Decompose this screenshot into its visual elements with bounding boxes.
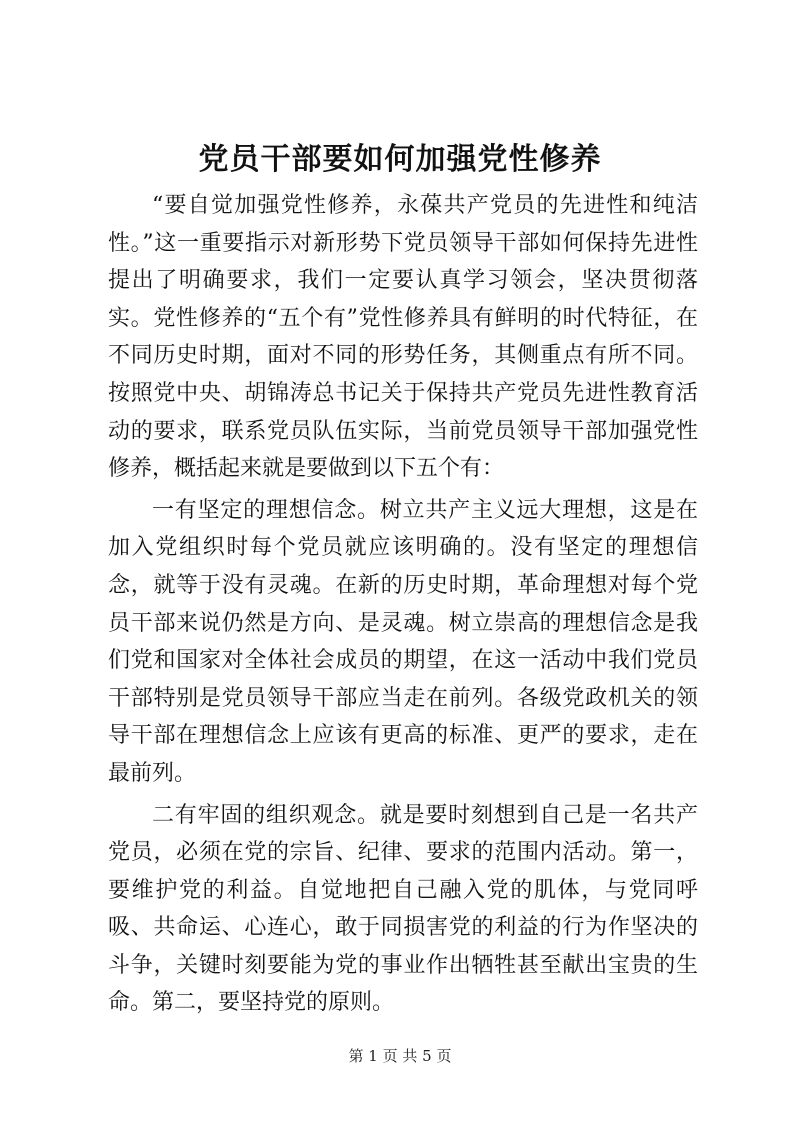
document-title: 党员干部要如何加强党性修养 — [198, 142, 602, 177]
paragraph-organization: 二有牢固的组织观念。就是要时刻想到自己是一名共产党员，必须在党的宗旨、纪律、要求的范围内活动。第一，要维护党的利益。自觉地把自己融入党的肌体，与党同呼吸、共命运、心连心，敢于同损害党的利益的行为作坚决的斗争，关键时刻要能为党的事业作出牺牲甚至献出宝贵的生命。第二，要坚持党的原则。 — [108, 802, 698, 1016]
paragraph-intro: “要自觉加强党性修养，永葆共产党员的先进性和纯洁性。”这一重要指示对新形势下党员领导干部如何保持先进性提出了明确要求，我们一定要认真学习领会，坚决贯彻落实。党性修养的“五个有”党性修养具有鲜明的时代特征，在不同历史时期，面对不同的形势任务，其侧重点有所不同。按照党中央、胡锦涛总书记关于保持共产党员先进性教育活动的要求，联系党员队伍实际，当前党员领导干部加强党性修养，概括起来就是要做到以下五个有： — [108, 193, 698, 482]
page-number-footer: 第 1 页 共 5 页 — [348, 1047, 452, 1065]
document-body — [108, 187, 698, 1026]
paragraph-ideals: 一有坚定的理想信念。树立共产主义远大理想，这是在加入党组织时每个党员就应该明确的。没有坚定的理想信念，就等于没有灵魂。在新的历史时期，革命理想对每个党员干部来说仍然是方向、是灵魂。树立崇高的理想信念是我们党和国家对全体社会成员的期望，在这一活动中我们党员干部特别是党员领导干部应当走在前列。各级党政机关的领导干部在理想信念上应该有更高的标准、更严的要求，走在最前列。 — [108, 497, 698, 786]
